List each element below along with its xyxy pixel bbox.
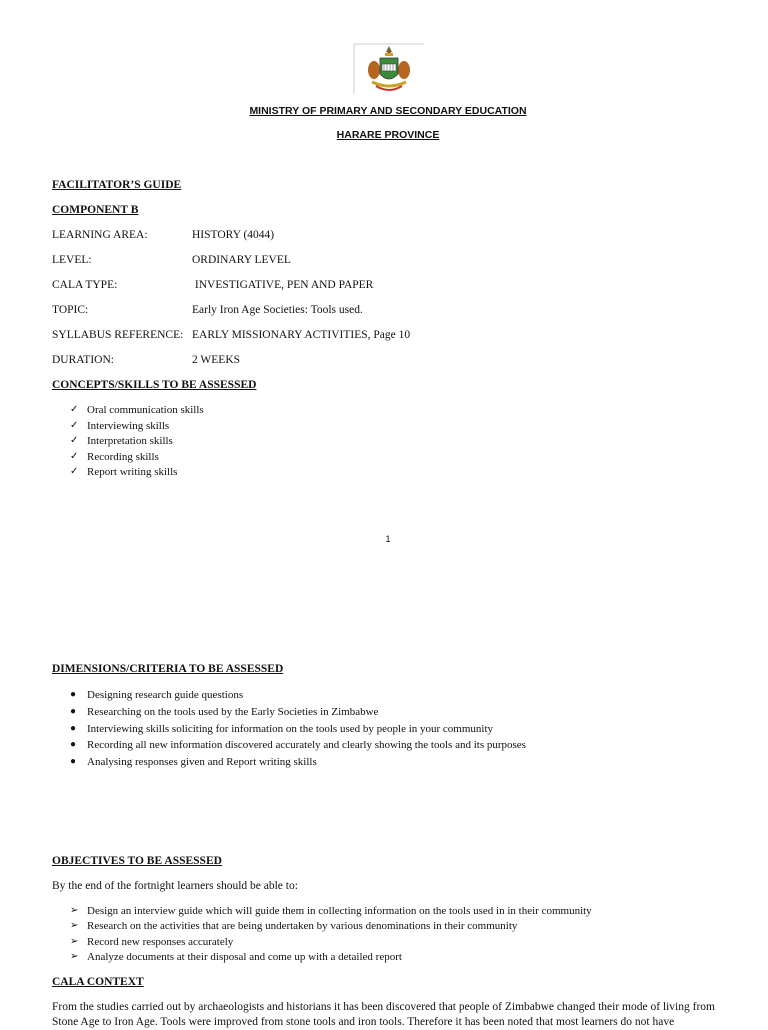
field-label: CALA TYPE:	[52, 279, 118, 291]
list-item: ✓ Report writing skills	[70, 466, 178, 478]
field-label: SYLLABUS REFERENCE:	[52, 329, 184, 341]
checkmark-icon: ✓	[70, 435, 79, 446]
field-value: EARLY MISSIONARY ACTIVITIES, Page 10	[192, 329, 411, 341]
dimensions-heading: DIMENSIONS/CRITERIA TO BE ASSESSED	[52, 663, 284, 675]
list-item: ● Recording all new information discovered accurately and clearly showing the tools and its purposes	[70, 739, 526, 752]
list-item: ● Designing research guide questions	[70, 689, 244, 701]
objectives-heading: OBJECTIVES TO BE ASSESSED	[52, 855, 222, 867]
bullet-icon: ●	[70, 722, 77, 734]
bullet-icon: ●	[70, 756, 77, 768]
arrow-bullet-icon: ➢	[70, 951, 79, 963]
list-item: ● Interviewing skills soliciting for information on the tools used by people in your community	[70, 722, 494, 735]
list-item: ● Researching on the tools used by the Early Societies in Zimbabwe	[70, 705, 379, 718]
list-item: ✓ Oral communication skills	[70, 404, 204, 416]
field-label: DURATION:	[52, 354, 114, 366]
concepts-heading: CONCEPTS/SKILLS TO BE ASSESSED	[52, 379, 257, 391]
field-value: 2 WEEKS	[192, 354, 241, 366]
guide-title: FACILITATOR’S GUIDE	[52, 179, 182, 191]
checkmark-icon: ✓	[70, 404, 79, 415]
context-paragraph: From the studies carried out by archaeologists and historians it has been discovered that people of Zimbabwe changed their mode of living from Stone Age to Iron Age. Tools were improved from stone tools and iron tools. Therefore it has been noted that most learners do not have	[52, 1001, 715, 1028]
field-label: LEARNING AREA:	[52, 229, 148, 241]
coat-of-arms-emblem	[352, 42, 426, 96]
list-item: ✓ Interviewing skills	[70, 419, 170, 432]
bullet-icon: ●	[70, 739, 77, 751]
objectives-intro: By the end of the fortnight learners should be able to:	[52, 880, 298, 892]
component-title: COMPONENT B	[52, 204, 139, 216]
ministry-title: MINISTRY OF PRIMARY AND SECONDARY EDUCATION	[249, 105, 527, 117]
list-item: ➢ Research on the activities that are being undertaken by various denominations in their community	[70, 920, 518, 933]
field-value: Early Iron Age Societies: Tools used.	[192, 304, 363, 316]
province-title: HARARE PROVINCE	[336, 129, 440, 141]
bullet-icon: ●	[70, 689, 77, 700]
checkmark-icon: ✓	[70, 466, 79, 477]
field-label: LEVEL:	[52, 254, 92, 266]
bullet-icon: ●	[70, 705, 77, 717]
context-heading: CALA CONTEXT	[52, 976, 144, 988]
arrow-bullet-icon: ➢	[70, 935, 79, 947]
dimensions-list	[70, 688, 526, 772]
checkmark-icon: ✓	[70, 419, 79, 431]
list-item: ● Analysing responses given and Report writing skills	[70, 756, 317, 769]
field-value: HISTORY (4044)	[192, 229, 275, 241]
field-value: ORDINARY LEVEL	[192, 254, 291, 266]
objectives-list	[70, 904, 592, 966]
concepts-list	[70, 403, 204, 481]
list-item: ✓ Recording skills	[70, 450, 159, 463]
arrow-bullet-icon: ➢	[70, 920, 79, 932]
list-item: ➢ Design an interview guide which will guide them in collecting information on the tools used in in their community	[70, 905, 592, 917]
field-label: TOPIC:	[52, 304, 89, 316]
field-value: INVESTIGATIVE, PEN AND PAPER	[192, 279, 374, 291]
list-item: ✓ Interpretation skills	[70, 435, 173, 447]
checkmark-icon: ✓	[70, 450, 79, 462]
arrow-bullet-icon: ➢	[70, 905, 79, 916]
page-number: 1	[385, 534, 391, 544]
list-item: ➢ Analyze documents at their disposal and come up with a detailed report	[70, 951, 402, 964]
list-item: ➢ Record new responses accurately	[70, 935, 234, 948]
